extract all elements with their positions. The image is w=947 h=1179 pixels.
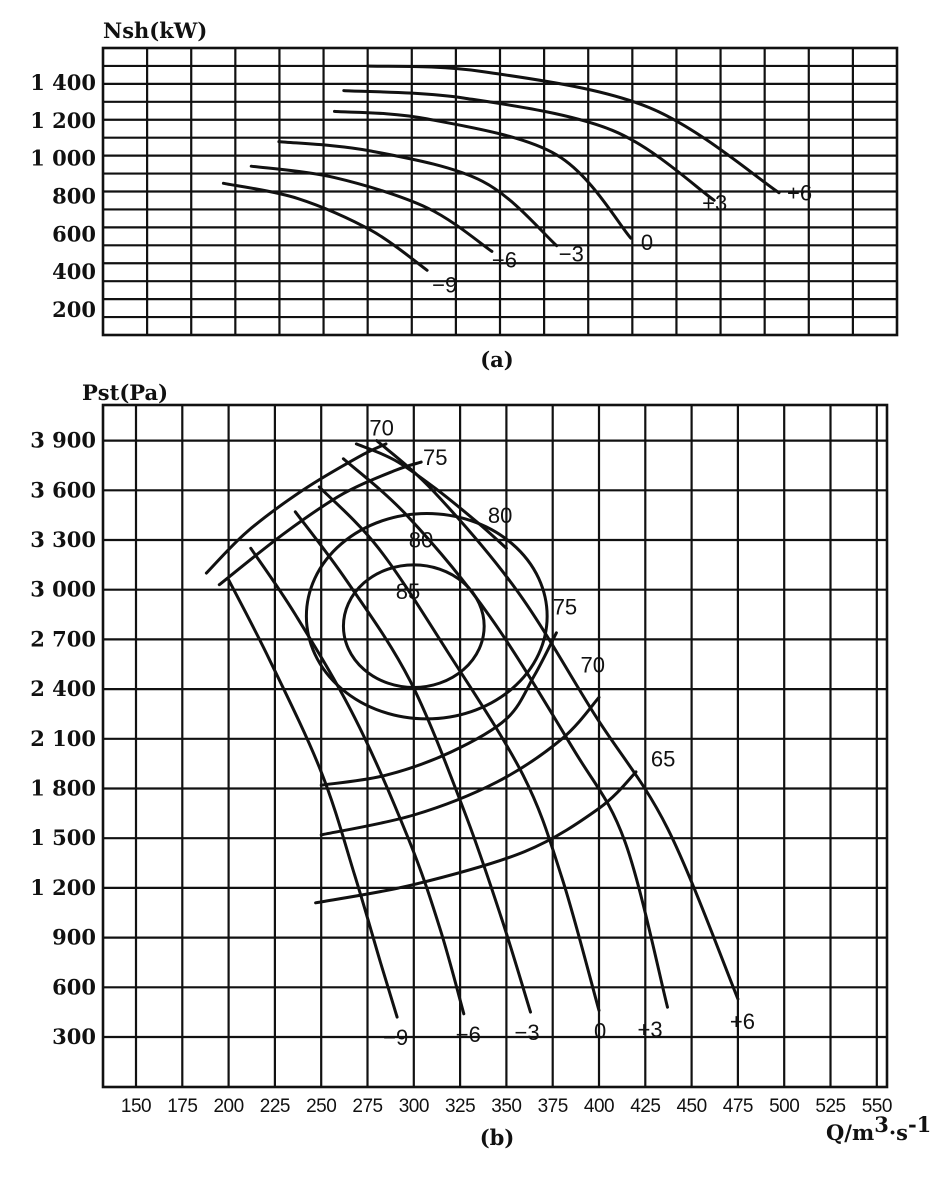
- efficiency-label: 70: [369, 415, 394, 441]
- x-tick-label: 425: [630, 1096, 661, 1117]
- y-tick-label: 3 600: [30, 477, 96, 503]
- pressure-curve-label: 0: [594, 1018, 607, 1044]
- y-tick-label: 1 500: [30, 825, 96, 851]
- y-tick-label: 2 100: [30, 725, 96, 751]
- pressure-curve-label: −6: [455, 1021, 481, 1047]
- y-tick-label: 400: [52, 259, 96, 285]
- efficiency-contour-70: [206, 444, 386, 573]
- power-curve-label: −3: [558, 241, 584, 267]
- x-axis-title-part: ·s: [888, 1120, 908, 1145]
- power-curve-label: +3: [702, 190, 728, 216]
- efficiency-label: 70: [580, 652, 605, 678]
- x-tick-label: 325: [444, 1096, 476, 1117]
- power-curve-label: 0: [640, 230, 654, 256]
- y-tick-label: 1 800: [30, 775, 96, 801]
- x-axis-title-part: 3: [874, 1112, 889, 1137]
- chart-b-static-pressure: [30, 380, 931, 1150]
- efficiency-contour-75: [321, 633, 556, 785]
- x-tick-label: 550: [861, 1096, 892, 1117]
- y-tick-label: 1 400: [30, 70, 96, 95]
- y-tick-label: 2 400: [30, 676, 96, 702]
- y-axis-title: Pst(Pa): [82, 380, 169, 405]
- pressure-curve-label: +3: [637, 1017, 663, 1043]
- x-tick-label: 275: [352, 1096, 383, 1117]
- y-tick-label: 300: [52, 1024, 96, 1049]
- power-curve-+3: [344, 91, 714, 201]
- power-curve-0: [335, 111, 631, 238]
- efficiency-label: 80: [487, 503, 513, 529]
- y-tick-label: 3 900: [30, 427, 96, 453]
- x-tick-label: 450: [676, 1096, 707, 1117]
- pressure-curve-label: −3: [514, 1020, 540, 1046]
- x-tick-label: 400: [583, 1096, 615, 1117]
- y-tick-label: 3 000: [30, 576, 96, 602]
- power-curve--3: [279, 142, 557, 246]
- y-tick-label: 1 000: [30, 145, 96, 171]
- x-tick-label: 200: [213, 1096, 244, 1117]
- x-tick-label: 525: [815, 1096, 846, 1117]
- x-tick-label: 150: [120, 1096, 152, 1117]
- y-tick-label: 600: [52, 974, 96, 1000]
- caption-a: (a): [480, 347, 514, 372]
- y-axis-title: Nsh(kW): [103, 18, 208, 43]
- efficiency-label: 65: [650, 746, 676, 772]
- y-tick-label: 600: [52, 221, 96, 247]
- power-curve-label: +6: [786, 180, 813, 206]
- x-tick-label: 350: [491, 1096, 522, 1117]
- efficiency-label: 80: [408, 527, 434, 553]
- x-tick-label: 475: [722, 1096, 754, 1117]
- x-tick-label: 225: [259, 1096, 291, 1117]
- power-curve-label: −9: [432, 272, 458, 298]
- y-tick-label: 800: [52, 183, 96, 209]
- efficiency-label: 75: [423, 445, 448, 471]
- x-tick-label: 375: [537, 1096, 568, 1117]
- y-tick-label: 200: [52, 297, 96, 322]
- power-curve-label: −6: [491, 247, 518, 273]
- chart-a-shaft-power: [30, 18, 897, 372]
- x-axis-title-part: Q/m: [826, 1120, 875, 1145]
- x-tick-label: 300: [398, 1096, 429, 1117]
- caption-b: (b): [479, 1125, 515, 1150]
- efficiency-label: 85: [395, 578, 421, 604]
- efficiency-label: 75: [552, 594, 578, 620]
- y-tick-label: 1 200: [30, 874, 96, 900]
- y-tick-label: 3 300: [30, 527, 96, 552]
- y-tick-label: 1 200: [30, 107, 96, 133]
- y-tick-label: 2 700: [30, 626, 96, 652]
- x-axis-title-part: -1: [907, 1112, 932, 1137]
- x-tick-label: 250: [306, 1096, 337, 1117]
- pressure-curve-label: +6: [729, 1008, 755, 1034]
- y-tick-label: 900: [52, 924, 96, 950]
- x-tick-label: 175: [167, 1096, 198, 1117]
- x-tick-label: 500: [769, 1096, 800, 1117]
- pressure-curve-label: −9: [383, 1025, 409, 1051]
